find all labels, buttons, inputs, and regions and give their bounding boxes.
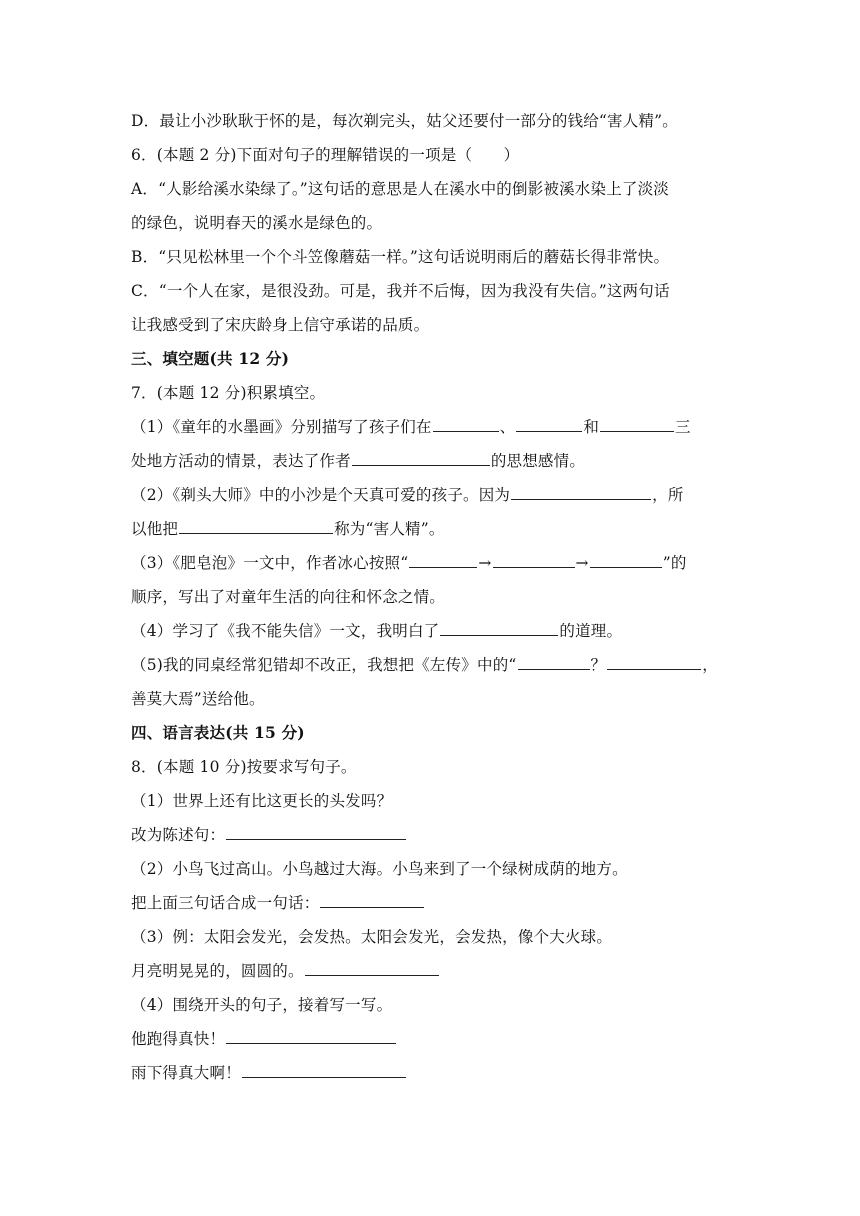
fill-2-line2 — [131, 519, 750, 539]
sentence-4: （4）围绕开头的句子，接着写一写。 — [131, 996, 393, 1014]
fill-text: → — [478, 554, 492, 572]
answer-blank[interactable] — [440, 621, 558, 636]
sentence-2-answer — [131, 893, 750, 913]
section-3-heading: 三、填空题(共 12 分) — [131, 349, 290, 368]
fill-text: 月亮明晃晃的，圆圆的。 — [131, 962, 304, 980]
fill-text: 三 — [675, 418, 691, 436]
answer-blank[interactable] — [590, 553, 662, 568]
fill-text: 的思想感情。 — [490, 452, 586, 470]
answer-blank[interactable] — [242, 1063, 406, 1078]
answer-blank[interactable] — [433, 417, 499, 432]
fill-text: （5)我的同桌经常犯错却不改正，我想把《左传》中的“ — [131, 656, 517, 674]
fill-1-line2 — [131, 451, 750, 471]
answer-blank[interactable] — [600, 417, 674, 432]
answer-blank[interactable] — [226, 825, 406, 840]
fill-1-line1 — [131, 417, 750, 437]
option-b: B．“只见松林里一个个斗笠像蘑菇一样。”这句话说明雨后的蘑菇长得非常快。 — [131, 248, 670, 266]
fill-text: 处地方活动的情景，表达了作者 — [131, 452, 351, 470]
fill-text: ， — [702, 656, 718, 674]
answer-blank[interactable] — [352, 451, 490, 466]
fill-text: 、 — [499, 418, 516, 436]
fill-text: → — [575, 554, 589, 572]
question-7: 7．(本题 12 分)积累填空。 — [131, 384, 326, 402]
sentence-2: （2）小鸟飞过高山。小鸟越过大海。小鸟来到了一个绿树成荫的地方。 — [131, 860, 628, 878]
fill-text: （2）《剃头大师》中的小沙是个天真可爱的孩子。因为 — [131, 486, 511, 504]
option-a-line1: A．“人影给溪水染绿了。”这句话的意思是人在溪水中的倒影被溪水染上了淡淡 — [131, 180, 669, 198]
option-a-line2: 的绿色，说明春天的溪水是绿色的。 — [131, 214, 383, 232]
fill-2-line1 — [131, 485, 750, 505]
answer-blank[interactable] — [409, 553, 477, 568]
sentence-4-answer-b — [131, 1063, 750, 1083]
fill-text: ，所 — [652, 486, 684, 504]
fill-text: 以他把 — [131, 520, 179, 538]
fill-5-line2: 善莫大焉”送给他。 — [131, 690, 265, 708]
fill-text: （4）学习了《我不能失信》一文，我明白了 — [131, 622, 440, 640]
answer-blank[interactable] — [518, 655, 590, 670]
fill-text: （1）《童年的水墨画》分别描写了孩子们在 — [131, 418, 432, 436]
answer-blank[interactable] — [493, 553, 575, 568]
sentence-1: （1）世界上还有比这更长的头发吗？ — [131, 792, 393, 810]
answer-blank[interactable] — [607, 655, 701, 670]
option-c-line1: C．“一个人在家，是很没劲。可是，我并不后悔，因为我没有失信。”这两句话 — [131, 282, 670, 300]
section-4-heading: 四、语言表达(共 15 分) — [131, 723, 305, 742]
answer-blank[interactable] — [179, 519, 333, 534]
sentence-3-answer — [131, 961, 750, 981]
fill-3-line2: 顺序，写出了对童年生活的向往和怀念之情。 — [131, 588, 446, 606]
fill-3-line1 — [131, 553, 750, 573]
answer-blank[interactable] — [226, 1029, 396, 1044]
fill-4 — [131, 621, 750, 641]
fill-text: （3）《肥皂泡》一文中，作者冰心按照“ — [131, 554, 409, 572]
fill-text: 称为“害人精”。 — [334, 520, 445, 538]
fill-text: 改为陈述句： — [131, 826, 226, 844]
question-8: 8．(本题 10 分)按要求写句子。 — [131, 758, 357, 776]
fill-text: ？ — [590, 656, 607, 674]
option-c-line2: 让我感受到了宋庆龄身上信守承诺的品质。 — [131, 316, 430, 334]
fill-text: 雨下得真大啊！ — [131, 1064, 241, 1082]
sentence-3: （3）例：太阳会发光，会发热。太阳会发光，会发热，像个大火球。 — [131, 928, 613, 946]
fill-text: 的道理。 — [559, 622, 623, 640]
question-6: 6．(本题 2 分)下面对句子的理解错误的一项是（ ） — [131, 146, 520, 164]
answer-blank[interactable] — [516, 417, 582, 432]
fill-text: 他跑得真快！ — [131, 1030, 226, 1048]
fill-text: 和 — [583, 418, 600, 436]
answer-blank[interactable] — [511, 485, 651, 500]
fill-5-line1 — [131, 655, 750, 675]
answer-blank[interactable] — [320, 893, 424, 908]
answer-blank[interactable] — [305, 961, 439, 976]
option-d: D．最让小沙耿耿于怀的是，每次剃完头，姑父还要付一部分的钱给“害人精”。 — [131, 112, 678, 130]
sentence-4-answer-a — [131, 1029, 750, 1049]
fill-text: ”的 — [662, 554, 687, 572]
fill-text: 把上面三句话合成一句话： — [131, 894, 320, 912]
sentence-1-answer — [131, 825, 750, 845]
